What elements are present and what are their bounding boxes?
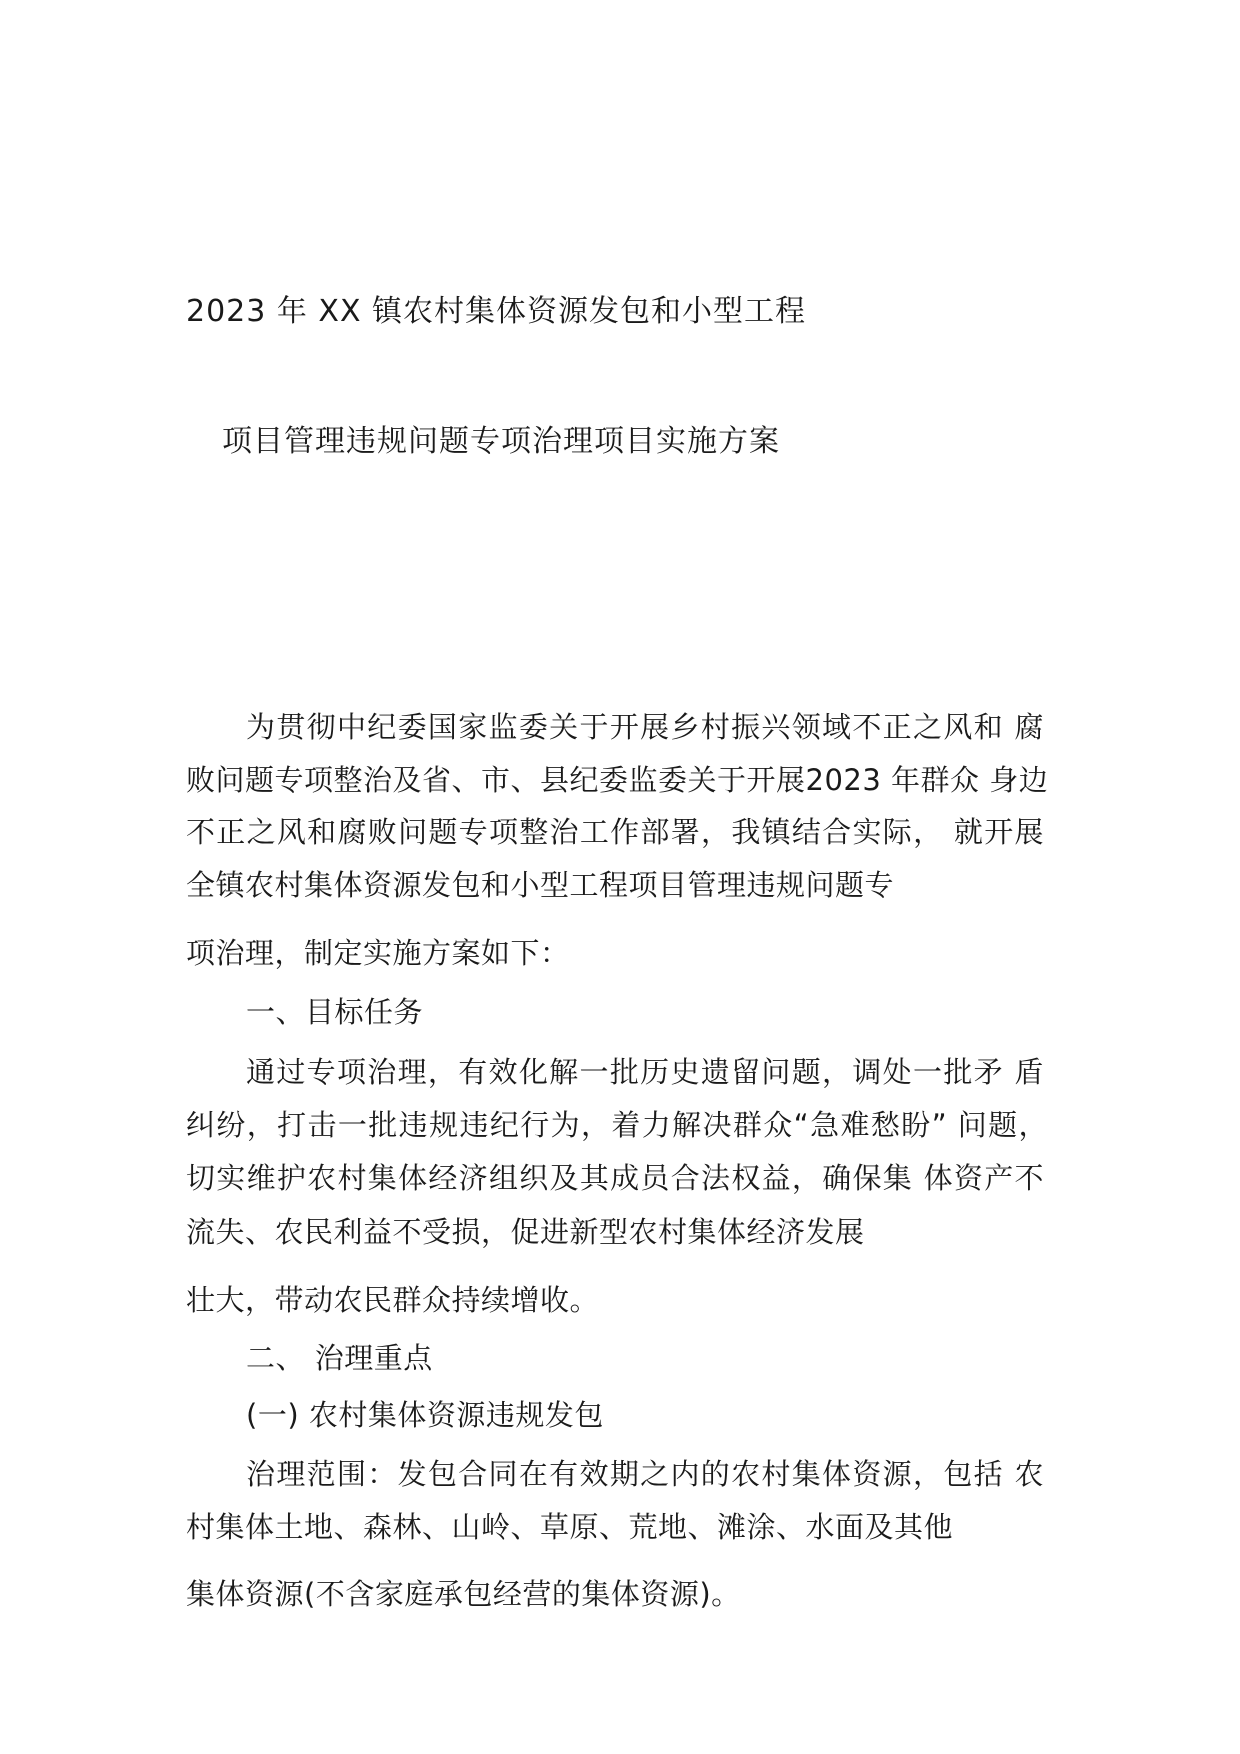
intro-line-1: 为贯彻中纪委国家监委关于开展乡村振兴领域不正之风和 腐 (246, 710, 1044, 744)
intro-line-2: 败问题专项整治及省、市、县纪委监委关于开展2023 年群众 身边 (186, 763, 1049, 797)
section-2-sub-1-line-1: 治理范围：发包合同在有效期之内的农村集体资源，包括 农 (246, 1457, 1044, 1491)
section-2-heading: 二、 治理重点 (246, 1341, 433, 1375)
intro-line-3: 不正之风和腐败问题专项整治工作部署，我镇结合实际， 就开展 (186, 815, 1044, 849)
section-2-sub-1-heading: (一) 农村集体资源违规发包 (246, 1398, 604, 1432)
section-2-sub-1-line-2: 村集体土地、森林、山岭、草原、荒地、滩涂、水面及其他 (186, 1510, 954, 1544)
section-1-line-4: 流失、农民利益不受损，促进新型农村集体经济发展 (186, 1215, 865, 1249)
section-1-line-3: 切实维护农村集体经济组织及其成员合法权益，确保集 体资产不 (186, 1161, 1044, 1195)
intro-line-4: 全镇农村集体资源发包和小型工程项目管理违规问题专 (186, 868, 895, 902)
section-1-line-5: 壮大，带动农民群众持续增收。 (186, 1283, 600, 1317)
section-1-line-2: 纠纷，打击一批违规违纪行为，着力解决群众“急难愁盼” 问题， (186, 1108, 1048, 1142)
section-1-heading: 一、目标任务 (246, 995, 424, 1029)
document-title-line-1: 2023 年 XX 镇农村集体资源发包和小型工程 (186, 294, 807, 329)
document-title-line-2: 项目管理违规问题专项治理项目实施方案 (222, 424, 780, 459)
section-2-sub-1-line-3: 集体资源(不含家庭承包经营的集体资源)。 (186, 1577, 741, 1611)
section-1-line-1: 通过专项治理，有效化解一批历史遗留问题，调处一批矛 盾 (246, 1055, 1044, 1089)
intro-line-5: 项治理，制定实施方案如下： (186, 936, 570, 970)
